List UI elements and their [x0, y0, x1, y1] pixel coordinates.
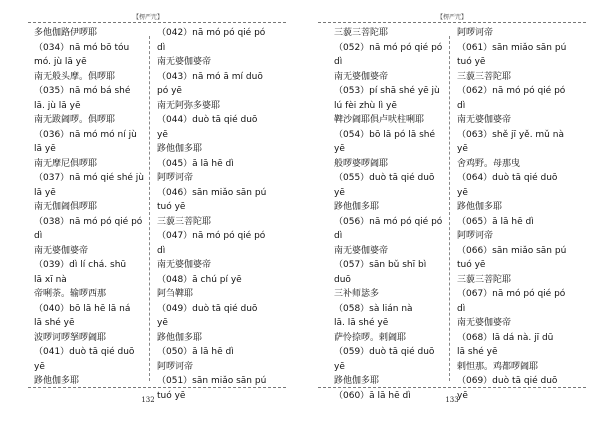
text-line: 般啰婆啰阇耶	[334, 158, 389, 169]
page-number: 132	[141, 396, 155, 404]
text-line: yē	[334, 361, 345, 372]
text-line: dì	[157, 42, 166, 53]
text-line: 南无婆伽婆帝	[157, 57, 212, 67]
right-column-a	[334, 26, 452, 403]
text-line: 跢他伽多耶	[34, 376, 80, 386]
text-line: dì	[457, 100, 466, 111]
bottom-divider	[28, 387, 286, 388]
text-line: 南无婆伽婆帝	[457, 318, 512, 328]
text-line: （068）lā dá nà. jī dū	[457, 332, 554, 343]
left-column-b	[157, 26, 275, 403]
text-line: dì	[334, 231, 343, 241]
text-line: yē	[34, 361, 45, 372]
text-line: （069）duò tā qié duō	[457, 376, 558, 386]
text-line: 三藐三菩陀耶	[334, 28, 389, 38]
text-line: 南无婆伽婆帝	[34, 245, 89, 256]
text-line: 南无般头摩。俱啰耶	[34, 71, 116, 82]
text-line: 南无阿弥多婆耶	[157, 100, 221, 111]
text-line: （062）nā mó pó qié pó	[457, 86, 566, 96]
text-line: （048）ā chú pí yē	[157, 274, 242, 285]
text-line: yē	[334, 144, 345, 154]
text-line: （039）dì lí chá. shū	[34, 260, 127, 270]
text-line: （047）nā mó pó qié pó	[157, 231, 266, 241]
text-line: lā xī nà	[34, 274, 67, 285]
text-line: 剌怛那。鸡都啰阇耶	[457, 361, 539, 372]
text-line: lā shé yē	[34, 318, 75, 328]
text-line: （043）nā mó ā mí duō	[157, 71, 263, 82]
text-line: 阿啰诃帝	[457, 231, 494, 241]
bottom-divider	[318, 387, 586, 388]
text-line: tuó yē	[157, 390, 186, 401]
text-line: lú fèi zhù lì yē	[334, 100, 397, 111]
text-line: 多他伽路伊啰耶	[34, 28, 98, 38]
text-line: （057）sān bǔ shī bì	[334, 260, 427, 270]
text-line: 阿啰诃帝	[457, 28, 494, 38]
text-line: 南无婆伽婆帝	[334, 71, 389, 82]
text-line: 南无跋阇啰。俱啰耶	[34, 115, 116, 125]
text-line: （050）ā lā hē dì	[157, 347, 234, 357]
column-divider	[449, 36, 450, 381]
text-line: （063）shě jī yě. mǔ nà	[457, 129, 564, 140]
text-line: （058）sà lián nà	[334, 303, 413, 314]
text-line: （052）nā mó pó qié pó	[334, 42, 443, 53]
text-line: （046）sān miǎo sān pú	[157, 187, 267, 198]
page-number: 133	[445, 396, 459, 404]
text-line: 萨怜捺啰。剌阇耶	[334, 332, 407, 343]
text-line: dì	[157, 245, 166, 256]
text-line: （055）duò tā qié duō	[334, 173, 435, 183]
text-line: tuó yē	[457, 57, 486, 67]
text-line: （042）nā mó pó qié pó	[157, 28, 266, 38]
text-line: （045）ā lā hē dì	[157, 158, 234, 169]
text-line: lā yē	[34, 187, 56, 198]
text-line: dì	[457, 303, 466, 314]
text-line: （036）nā mó mó ní jù	[34, 129, 137, 140]
text-line: 跢他伽多耶	[157, 332, 203, 343]
text-line: （053）pí shā shé yē jù	[334, 86, 440, 96]
text-line: （037）nā mó qié shé jù	[34, 173, 144, 183]
left-page	[0, 0, 296, 424]
text-line: 鞞沙阇耶俱卢吠柱唎耶	[334, 115, 425, 125]
text-line: （060）ā lā hē dì	[334, 390, 411, 401]
text-line: （040）bō lā hē lā ná	[34, 303, 131, 314]
text-line: （056）nā mó pó qié pó	[334, 216, 443, 227]
text-line: 跢他伽多耶	[334, 376, 380, 386]
text-line: （064）duò tā qié duō	[457, 173, 558, 183]
text-line: duō	[334, 274, 351, 285]
text-line: 三藐三菩陀耶	[457, 274, 512, 285]
text-line: 阿啰诃帝	[157, 173, 194, 183]
text-line: 南无婆伽婆帝	[457, 115, 512, 125]
text-line: yē	[157, 318, 168, 328]
text-line: 跢他伽多耶	[334, 202, 380, 212]
text-line: yē	[457, 144, 468, 154]
text-line: （051）sān miǎo sān pú	[157, 376, 267, 386]
top-divider	[318, 22, 586, 23]
text-line: mó. jù lā yē	[34, 57, 87, 67]
text-line: yē	[334, 187, 345, 198]
text-line: dì	[34, 231, 43, 241]
right-column-b	[457, 26, 575, 403]
text-line: 帝唎荼。输啰西那	[34, 289, 107, 299]
text-line: lā shé yē	[457, 347, 498, 357]
text-line: lā. lā shé yē	[334, 318, 389, 328]
page-header: 【楞严咒】	[132, 14, 163, 21]
text-line: 三藐三菩陀耶	[457, 71, 512, 82]
text-line: （067）nā mó pó qié pó	[457, 289, 566, 299]
text-line: （038）nā mó pó qié pó	[34, 216, 143, 227]
text-line: （049）duò tā qié duō	[157, 303, 258, 314]
left-column-a	[34, 26, 152, 389]
text-line: （059）duò tā qié duō	[334, 347, 435, 357]
text-line: 跢他伽多耶	[457, 202, 503, 212]
text-line: lā. jù lā yē	[34, 100, 81, 111]
text-line: （044）duò tā qié duō	[157, 115, 258, 125]
text-line: （054）bō lā pó lā shé	[334, 129, 436, 140]
column-divider	[149, 36, 150, 381]
text-line: yē	[457, 390, 468, 401]
text-line: （041）duò tā qié duō	[34, 347, 135, 357]
text-line: 跢他伽多耶	[157, 144, 203, 154]
top-divider	[28, 22, 286, 23]
text-line: （061）sān miǎo sān pú	[457, 42, 567, 53]
text-line: 阿刍鞞耶	[157, 289, 194, 299]
page-header: 【楞严咒】	[436, 14, 467, 21]
text-line: 南无婆伽婆帝	[334, 245, 389, 256]
text-line: dì	[334, 57, 343, 67]
right-page	[304, 0, 600, 424]
text-line: tuó yē	[457, 260, 486, 270]
text-line: tuó yē	[157, 202, 186, 212]
text-line: 南无摩尼俱啰耶	[34, 158, 98, 169]
text-line: （035）nā mó bá shé	[34, 86, 131, 96]
text-line: 波啰诃啰拏啰阇耶	[34, 332, 107, 343]
text-line: （066）sān miǎo sān pú	[457, 245, 567, 256]
text-line: （034）nā mó bō tóu	[34, 42, 130, 53]
text-line: 三补师毖多	[334, 289, 380, 299]
text-line: （065）ā lā hē dì	[457, 216, 534, 227]
text-line: pó yē	[157, 86, 182, 96]
text-line: yē	[457, 187, 468, 198]
text-line: 舍鸡野。母那曳	[457, 158, 521, 169]
text-line: 南无婆伽婆帝	[157, 260, 212, 270]
text-line: 三藐三菩陀耶	[157, 216, 212, 227]
text-line: yē	[157, 129, 168, 140]
text-line: 阿啰诃帝	[157, 361, 194, 372]
text-line: 南无伽阇俱啰耶	[34, 202, 98, 212]
text-line: lā yē	[34, 144, 56, 154]
